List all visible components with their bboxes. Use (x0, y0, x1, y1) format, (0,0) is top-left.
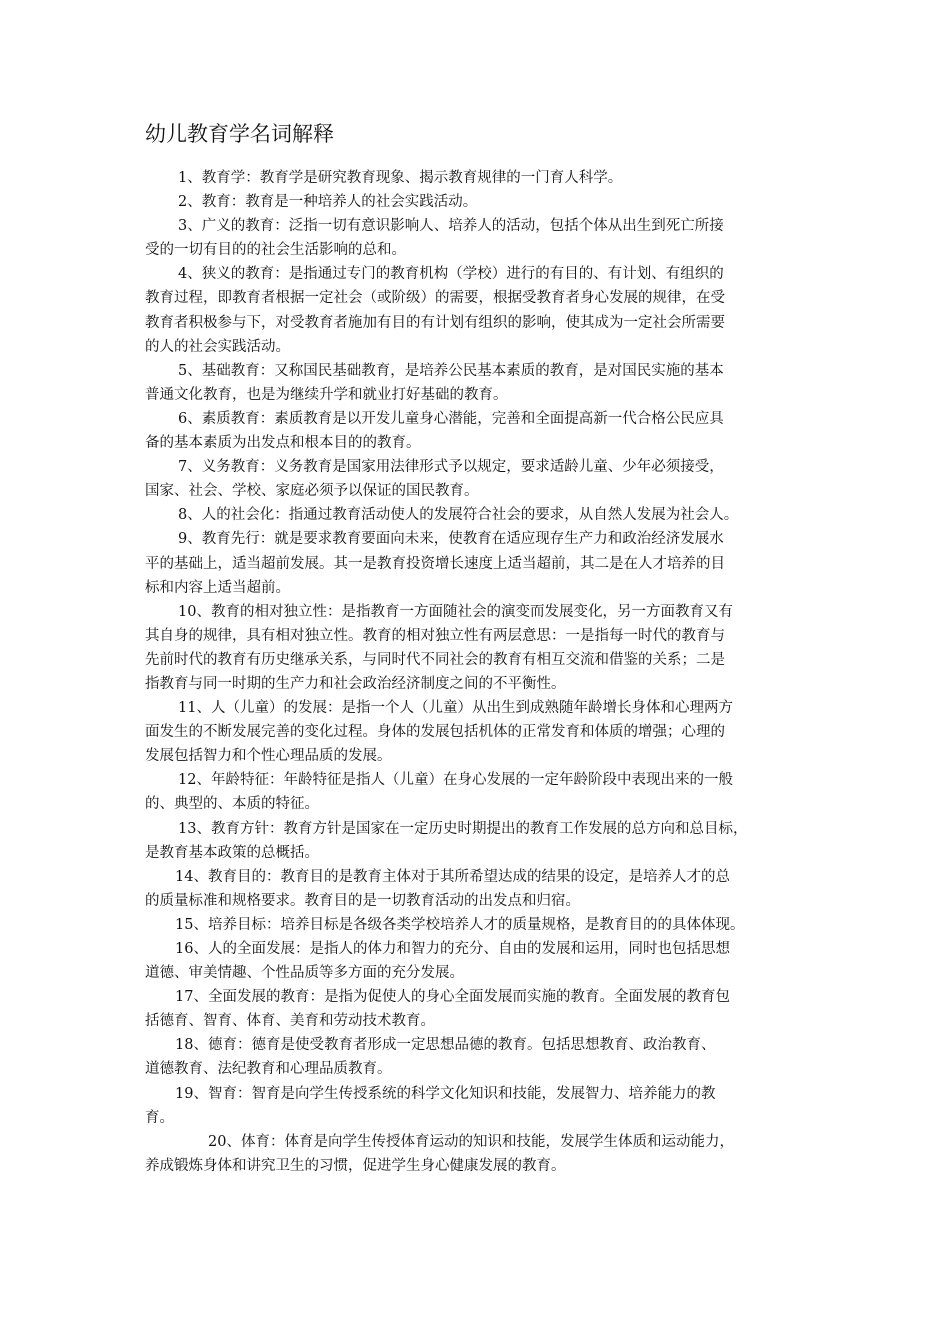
term-entry (145, 407, 810, 455)
term-entry-line: 其自身的规律，具有相对独立性。教育的相对独立性有两层意思：一是指每一时代的教育与 (145, 627, 725, 644)
term-entry (145, 262, 810, 358)
term-entry-first-line: 17、全面发展的教育：是指为促使人的身心全面发展而实施的教育。全面发展的教育包 (175, 989, 730, 1006)
term-entry-line: 先前时代的教育有历史继承关系，与同时代不同社会的教育有相互交流和借鉴的关系；二是 (145, 651, 725, 668)
term-entry-first-line: 18、德育：德育是使受教育者形成一定思想品德的教育。包括思想教育、政治教育、 (175, 1037, 716, 1054)
term-entry-first-line: 13、教育方针：教育方针是国家在一定历史时期提出的教育工作发展的总方向和总目标， (178, 820, 748, 837)
term-entry-first-line: 15、培养目标：培养目标是各级各类学校培养人才的质量规格，是教育目的的具体体现。 (175, 916, 745, 933)
term-entry-line: 教育过程，即教育者根据一定社会（或阶级）的需要，根据受教育者身心发展的规律，在受 (145, 290, 725, 307)
term-entry-first-line: 2、教育：教育是一种培养人的社会实践活动。 (178, 194, 478, 211)
term-entry-first-line: 6、素质教育：素质教育是以开发儿童身心潜能，完善和全面提高新一代合格公民应具 (178, 410, 724, 427)
term-entry-line: 养成锻炼身体和讲究卫生的习惯，促进学生身心健康发展的教育。 (145, 1157, 566, 1174)
term-entry-first-line: 9、教育先行：就是要求教育要面向未来，使教育在适应现存生产力和政治经济发展水 (178, 531, 724, 548)
term-entry-line: 国家、社会、学校、家庭必须予以保证的国民教育。 (145, 483, 479, 500)
term-entry (145, 214, 810, 262)
term-entry-first-line: 5、基础教育：又称国民基础教育，是培养公民基本素质的教育，是对国民实施的基本 (178, 362, 724, 379)
term-entry (145, 865, 810, 913)
term-entry-first-line: 1、教育学：教育学是研究教育现象、揭示教育规律的一门育人科学。 (178, 170, 623, 186)
term-entry-line: 发展包括智力和个性心理品质的发展。 (145, 748, 392, 765)
term-entry-line: 是教育基本政策的总概括。 (145, 844, 319, 861)
term-entry-first-line: 14、教育目的：教育目的是教育主体对于其所希望达成的结果的设定，是培养人才的总 (175, 868, 730, 885)
term-entry (145, 359, 810, 407)
document-title: 幼儿教育学名词解释 (145, 122, 334, 146)
term-entry-first-line: 12、年龄特征：年龄特征是指人（儿童）在身心发展的一定年龄阶段中表现出来的一般 (178, 772, 733, 789)
term-entry-line: 的人的社会实践活动。 (145, 338, 290, 355)
term-entry (145, 1130, 810, 1178)
term-entry-first-line: 10、教育的相对独立性：是指教育一方面随社会的演变而发展变化，另一方面教育又有 (178, 603, 733, 620)
term-entry-line: 标和内容上适当超前。 (145, 579, 290, 596)
term-entry (145, 1082, 810, 1130)
term-entry (145, 600, 810, 696)
term-entry (145, 1033, 810, 1081)
term-entry-first-line: 7、义务教育：义务教育是国家用法律形式予以规定，要求适龄儿童、少年必须接受， (178, 459, 724, 476)
term-entry-line: 面发生的不断发展完善的变化过程。身体的发展包括机体的正常发育和体质的增强；心理的 (145, 724, 725, 741)
term-entry-line: 育。 (145, 1109, 174, 1126)
term-entry (145, 937, 810, 985)
document-body (145, 166, 810, 1178)
term-entry-line: 括德育、智育、体育、美育和劳动技术教育。 (145, 1013, 435, 1030)
term-entry (145, 527, 810, 599)
term-entry-line: 教育者积极参与下，对受教育者施加有目的有计划有组织的影响，使其成为一定社会所需要 (145, 314, 725, 331)
term-entry (145, 817, 810, 865)
term-entry-first-line: 11、人（儿童）的发展：是指一个人（儿童）从出生到成熟随年龄增长身体和心理两方 (178, 700, 733, 717)
term-entry-line: 的、典型的、本质的特征。 (145, 796, 319, 813)
term-entry-line: 普通文化教育，也是为继续升学和就业打好基础的教育。 (145, 386, 508, 403)
term-entry (145, 768, 810, 816)
term-entry-first-line: 16、人的全面发展：是指人的体力和智力的充分、自由的发展和运用，同时也包括思想 (175, 941, 730, 957)
term-entry-line: 备的基本素质为出发点和根本目的的教育。 (145, 435, 421, 452)
term-entry (145, 985, 810, 1033)
term-entry-line: 指教育与同一时期的生产力和社会政治经济制度之间的不平衡性。 (145, 675, 566, 692)
term-entry (145, 190, 810, 214)
term-entry (145, 913, 810, 937)
term-entry (145, 166, 810, 190)
term-entry-line: 平的基础上，适当超前发展。其一是教育投资增长速度上适当超前，其二是在人才培养的目 (145, 555, 725, 572)
term-entry (145, 696, 810, 768)
term-entry-first-line: 19、智育：智育是向学生传授系统的科学文化知识和技能，发展智力、培养能力的教 (175, 1085, 716, 1102)
term-entry (145, 503, 810, 527)
term-entry-line: 受的一切有目的的社会生活影响的总和。 (145, 242, 406, 259)
term-entry-first-line: 20、体育：体育是向学生传授体育运动的知识和技能，发展学生体质和运动能力， (208, 1133, 734, 1150)
term-entry-line: 道德、审美情趣、个性品质等多方面的充分发展。 (145, 965, 464, 982)
term-entry (145, 455, 810, 503)
term-entry-line: 的质量标准和规格要求。教育目的是一切教育活动的出发点和归宿。 (145, 892, 580, 909)
term-entry-line: 道德教育、法纪教育和心理品质教育。 (145, 1061, 392, 1078)
term-entry-first-line: 8、人的社会化：指通过教育活动使人的发展符合社会的要求，从自然人发展为社会人。 (178, 507, 739, 524)
term-entry-first-line: 3、广义的教育：泛指一切有意识影响人、培养人的活动，包括个体从出生到死亡所接 (178, 218, 724, 235)
term-entry-first-line: 4、狭义的教育：是指通过专门的教育机构（学校）进行的有目的、有计划、有组织的 (178, 266, 724, 283)
